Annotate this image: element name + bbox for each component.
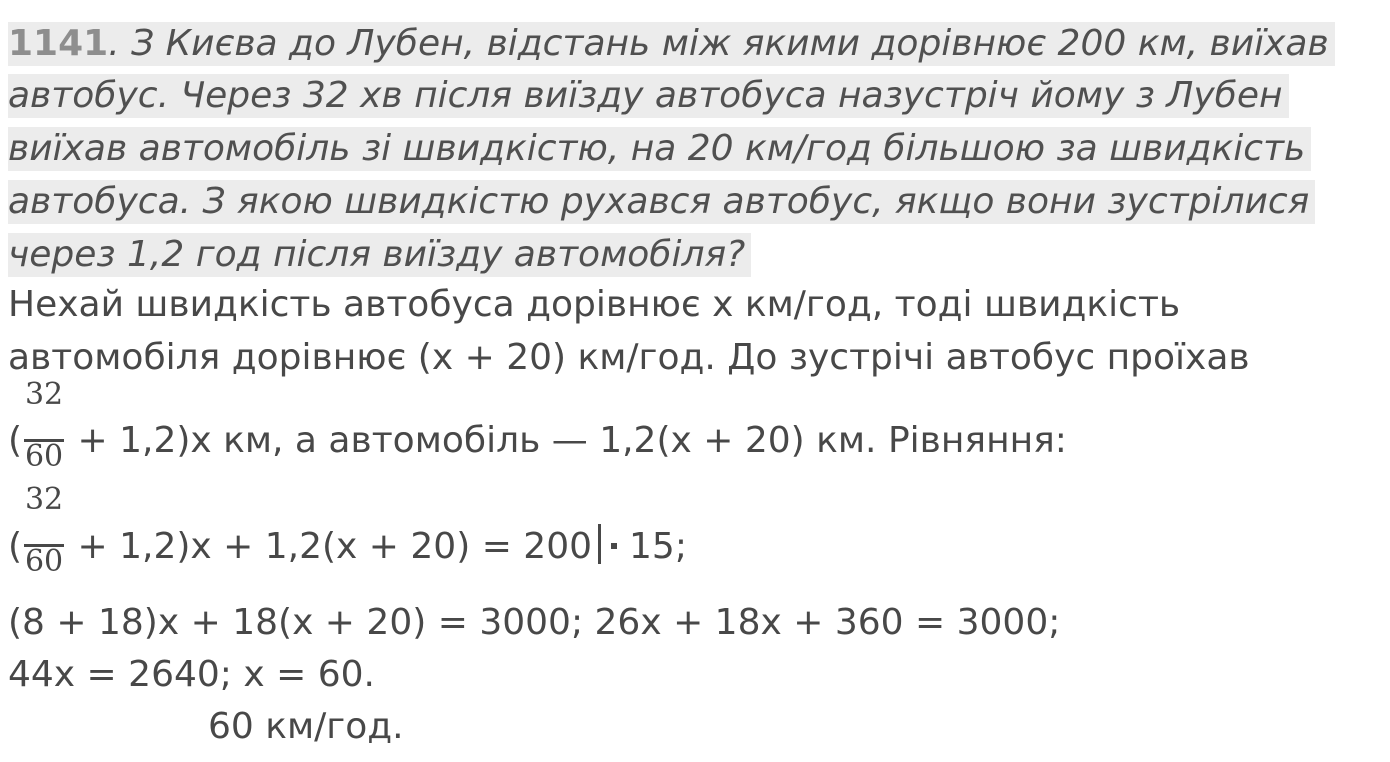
problem-line-3 [8,127,1311,171]
multiplier-text: 15; [629,526,687,567]
open-paren: ( [8,420,23,461]
fraction-denominator: 60 [24,544,64,579]
fraction-numerator: 32 [24,482,64,517]
solution-line-6 [8,653,375,697]
solution-line-1 [8,283,1180,327]
problem-line-1 [8,22,1335,66]
equation-text: + 1,2)x + 1,2(x + 20) = 200 [66,526,593,567]
problem-text-2: автобус. Через 32 хв після виїзду автобуса назустріч йому з Лубен [8,75,1283,116]
problem-number: 1141 [8,23,109,64]
answer-line [208,705,404,749]
fraction-denominator: 60 [24,439,64,474]
problem-line-5 [8,233,751,277]
solution-text-3: + 1,2)x км, а автомобіль — 1,2(x + 20) км. Рівняння: [66,420,1067,461]
solution-line-5 [8,601,1060,645]
problem-text-4: автобуса. З якою швидкістю рухався автобус, якщо вони зустрілися [8,181,1310,222]
problem-line-4 [8,180,1315,224]
problem-number-dot: . [108,23,120,64]
fraction-32-60 [22,482,66,579]
problem-text-5: через 1,2 год після виїзду автомобіля? [8,234,746,275]
solution-line-2 [8,336,1250,380]
open-paren: ( [8,526,23,567]
solution-text-1: Нехай швидкість автобуса дорівнює x км/год, тоді швидкість [8,284,1181,325]
solution-text-6: 44x = 2640; x = 60. [8,654,375,695]
fraction-numerator: 32 [24,377,64,412]
problem-text-1: З Києва до Лубен, відстань між якими дорівнює 200 км, виїхав [119,23,1329,64]
fraction-32-60 [22,377,66,474]
answer-text: 60 км/год. [208,706,404,747]
solution-text-2: автомобіля дорівнює (x + 20) км/год. До зустрічі автобус проїхав [8,337,1250,378]
solution-line-3 [8,377,1067,474]
problem-line-2 [8,74,1289,118]
problem-text-3: виїхав автомобіль зі швидкістю, на 20 км/год більшою за швидкість [8,128,1306,169]
divider-bar [598,524,601,564]
equation-line [8,482,687,579]
multiply-dot [611,543,617,549]
solution-text-5: (8 + 18)x + 18(x + 20) = 3000; 26x + 18x + 360 = 3000; [8,602,1061,643]
